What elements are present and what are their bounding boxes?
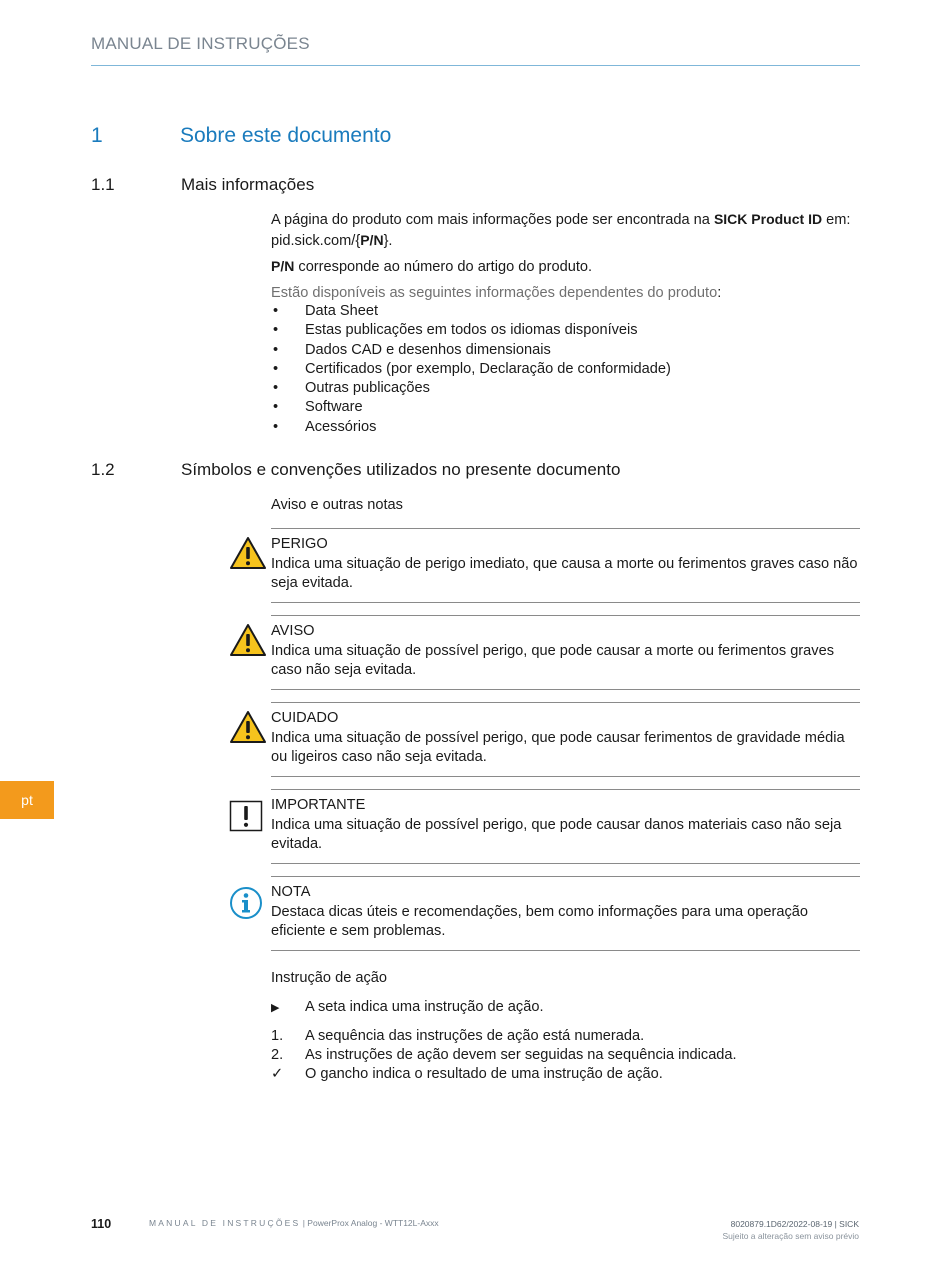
divider bbox=[271, 863, 860, 864]
step-text: As instruções de ação devem ser seguidas na sequência indicada. bbox=[305, 1047, 737, 1063]
warning-triangle-icon bbox=[229, 536, 267, 575]
info-list bbox=[271, 302, 671, 437]
notice-text: Indica uma situação de perigo imediato, que causa a morte ou ferimentos graves caso não seja evitada. bbox=[271, 555, 858, 591]
product-id-label: SICK Product ID bbox=[713, 211, 823, 227]
notice-danger bbox=[271, 535, 860, 594]
notice-text: Destaca dicas úteis e recomendações, bem como informações para uma operação eficiente e sem problemas. bbox=[271, 903, 809, 939]
notice-text: Indica uma situação de possível perigo, que pode causar ferimentos de gravidade média ou ligeiros caso não seja evitada. bbox=[271, 729, 845, 765]
info-icon bbox=[229, 886, 263, 925]
footer-document-title bbox=[149, 1218, 439, 1228]
notice-text: Indica uma situação de possível perigo, que pode causar a morte ou ferimentos graves caso não seja evitada. bbox=[271, 642, 834, 678]
pn-label: P/N bbox=[271, 258, 295, 274]
action-step bbox=[271, 1046, 737, 1065]
divider bbox=[271, 702, 860, 703]
page-number: 110 bbox=[91, 1217, 112, 1231]
header-rule bbox=[91, 65, 860, 66]
list-item: • Dados CAD e desenhos dimensionais bbox=[271, 341, 671, 360]
divider bbox=[271, 689, 860, 690]
paragraph-pn bbox=[271, 257, 861, 278]
paragraph-available-info bbox=[271, 284, 861, 304]
notice-warning bbox=[271, 622, 860, 681]
step-number: 2. bbox=[271, 1047, 284, 1063]
divider bbox=[271, 602, 860, 603]
language-tab: pt bbox=[0, 781, 54, 819]
pn-label: P/N bbox=[360, 231, 384, 248]
text-span: Estão disponíveis as seguintes informações dependentes do produto bbox=[271, 285, 718, 301]
notice-text: Indica uma situação de possível perigo, que pode causar danos materiais caso não seja evitada. bbox=[271, 816, 842, 852]
divider bbox=[271, 789, 860, 790]
notice-title: IMPORTANTE bbox=[271, 797, 366, 813]
warning-triangle-icon bbox=[229, 623, 267, 662]
step-text: A seta indica uma instrução de ação. bbox=[305, 999, 544, 1015]
subheading-action: Instrução de ação bbox=[271, 970, 388, 986]
text-span: A página do produto com mais informações pode ser encontrada na bbox=[271, 212, 714, 228]
footer-doc-id: 8020879.1D62/2022-08-19 | SICK bbox=[730, 1219, 859, 1229]
text-span: : bbox=[717, 285, 722, 301]
footer-product-label: | PowerProx Analog - WTT12L-Axxx bbox=[300, 1218, 439, 1228]
checkmark-icon: ✓ bbox=[271, 1066, 284, 1082]
subheading-notices: Aviso e outras notas bbox=[271, 497, 403, 513]
list-item: • Software bbox=[271, 398, 671, 417]
text-span: corresponde ao número do artigo do produto. bbox=[294, 259, 593, 275]
warning-triangle-icon bbox=[229, 710, 267, 749]
section-number: 1.2 bbox=[91, 460, 115, 479]
chapter-number: 1 bbox=[91, 124, 103, 147]
list-item: • Certificados (por exemplo, Declaração de conformidade) bbox=[271, 360, 671, 379]
notice-title: NOTA bbox=[271, 884, 311, 900]
action-step bbox=[271, 998, 544, 1018]
notice-title: AVISO bbox=[271, 623, 315, 639]
list-item: • Data Sheet bbox=[271, 302, 671, 321]
header-title: MANUAL DE INSTRUÇÕES bbox=[91, 34, 310, 53]
divider bbox=[271, 876, 860, 877]
step-number: 1. bbox=[271, 1028, 284, 1044]
list-item: • Outras publicações bbox=[271, 379, 671, 398]
important-exclamation-icon bbox=[229, 800, 263, 837]
action-step bbox=[271, 1065, 663, 1084]
action-step bbox=[271, 1027, 644, 1046]
step-text: O gancho indica o resultado de uma instrução de ação. bbox=[305, 1066, 663, 1082]
footer-doc-info bbox=[722, 1218, 859, 1242]
list-item: • Acessórios bbox=[271, 418, 671, 437]
divider bbox=[271, 950, 860, 951]
paragraph-product-page bbox=[271, 210, 861, 251]
notice-important bbox=[271, 796, 860, 855]
footer-manual-label: MANUAL DE INSTRUÇÕES bbox=[149, 1218, 301, 1228]
divider bbox=[271, 615, 860, 616]
notice-title: PERIGO bbox=[271, 536, 328, 552]
chapter-title: Sobre este documento bbox=[180, 124, 392, 147]
section-number: 1.1 bbox=[91, 175, 115, 194]
list-item: • Estas publicações em todos os idiomas disponíveis bbox=[271, 321, 671, 340]
notice-caution bbox=[271, 709, 860, 768]
text-span: }. bbox=[383, 232, 393, 249]
notice-title: CUIDADO bbox=[271, 710, 339, 726]
divider bbox=[271, 776, 860, 777]
arrow-icon: ▶ bbox=[271, 1002, 280, 1014]
section-title: Símbolos e convenções utilizados no presente documento bbox=[181, 460, 621, 479]
footer-note: Sujeito a alteração sem aviso prévio bbox=[722, 1231, 859, 1241]
section-title: Mais informações bbox=[181, 175, 315, 194]
divider bbox=[271, 528, 860, 529]
text-span: em: pid.sick.com/{ bbox=[271, 212, 851, 249]
notice-note bbox=[271, 883, 860, 942]
step-text: A sequência das instruções de ação está numerada. bbox=[305, 1028, 645, 1044]
